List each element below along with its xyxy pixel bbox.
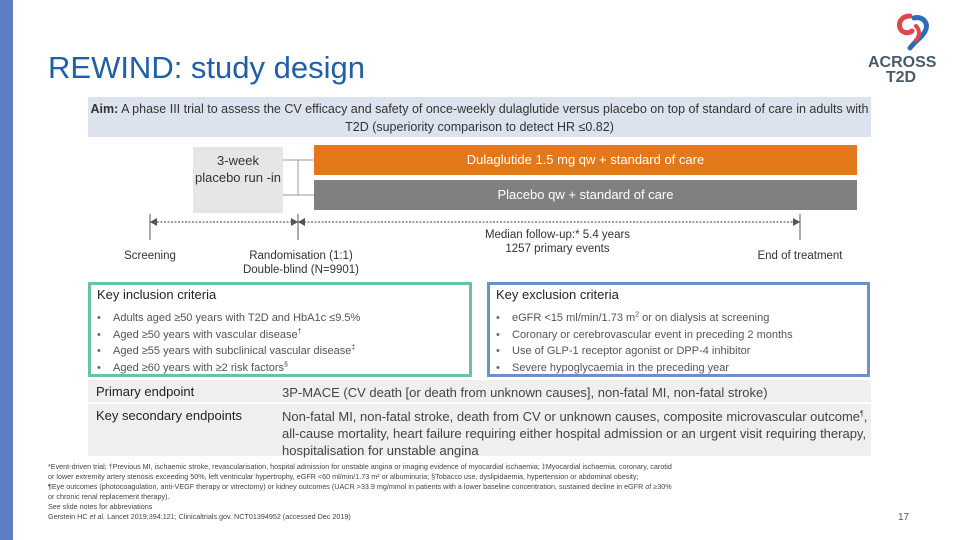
arrow-screening-right [150, 218, 157, 226]
secondary-endpoints-label: Key secondary endpoints [96, 408, 242, 423]
list-item: • Aged ≥55 years with subclinical vascular disease‡ [97, 343, 469, 360]
logo-mark-icon [896, 12, 932, 52]
end-of-treatment-label: End of treatment [757, 250, 843, 262]
primary-endpoint-label: Primary endpoint [96, 384, 195, 399]
screening-label: Screening [124, 250, 176, 262]
list-item: • Aged ≥50 years with vascular disease† [97, 327, 469, 344]
reference: Gerstein HC et al. Lancet 2019;394:121; Clinicaltrials.gov. NCT01394952 (accessed Dec 2019) [48, 512, 351, 521]
inclusion-criteria-panel [88, 282, 472, 377]
primary-endpoint-row [88, 380, 871, 402]
exclusion-criteria-panel [487, 282, 870, 377]
page-number: 17 [898, 512, 910, 523]
followup-label: Median follow-up:* 5.4 years 1257 primary events [484, 229, 631, 255]
secondary-endpoints-row [88, 404, 871, 456]
list-item: • Aged ≥60 years with ≥2 risk factors§ [97, 360, 469, 377]
aim-label: Aim: [90, 102, 119, 116]
footnotes: *Event-driven trial; †Previous MI, ischaemic stroke, revascularisation, hospital admission for unstable angina or imaging evidence of myocardial ischaemia; ‡Myocardial ischaemia, coronary, carotid or lower extremity artery stenosis exceeding 50%, left ventricular hypertrophy, eGFR <60 ml/min/1.73 m² or albuminuria; §Tobacco use, dyslipidaemia, hypertension or abdominal obesity; ¶Eye outcomes (photocoagulation, anti-VEGF therapy or vitrectomy) or kidney outcomes (UACR >33.9 mg/mmol in patients with a lower baseline concentration, sustained decline in eGFR of ≥30% or chronic renal replacement therapy). See slide notes for abbreviations Gerstein HC et al. Lancet 2019;394:121; Clinicaltrials.gov. NCT01394952 (accessed Dec 2019) [48, 462, 818, 522]
arrow-randomisation-right [298, 218, 305, 226]
arrow-randomisation-left [291, 218, 298, 226]
across-t2d-logo [866, 12, 936, 87]
list-item: • Severe hypoglycaemia in the preceding year [496, 360, 867, 377]
side-accent-bar [0, 0, 13, 540]
run-in-box: 3-week placebo run -in [193, 147, 283, 213]
randomisation-bracket [283, 160, 298, 195]
aim-text: A phase III trial to assess the CV efficacy and safety of once-weekly dulaglutide versus placebo on top of standard of care in adults with T2D (superiority comparison to detect HR ≤0.82) [118, 102, 869, 134]
placebo-arm: Placebo qw + standard of care [314, 180, 857, 210]
slide-title: REWIND: study design [48, 50, 365, 85]
exclusion-title: Key exclusion criteria [496, 287, 619, 302]
list-item: • Use of GLP-1 receptor agonist or DPP-4 inhibitor [496, 343, 867, 360]
primary-endpoint-value: 3P-MACE (CV death [or death from unknown causes], non-fatal MI, non-fatal stroke) [282, 385, 768, 400]
aim-box [88, 97, 871, 137]
dulaglutide-arm: Dulaglutide 1.5 mg qw + standard of care [314, 145, 857, 175]
arrow-end-left [793, 218, 800, 226]
inclusion-title: Key inclusion criteria [97, 287, 217, 302]
randomisation-label: Randomisation (1:1) Double-blind (N=9901) [242, 250, 360, 276]
list-item: • Adults aged ≥50 years with T2D and HbA1c ≤9.5% [97, 310, 469, 327]
list-item: • Coronary or cerebrovascular event in preceding 2 months [496, 327, 867, 344]
list-item: • eGFR <15 ml/min/1.73 $m^2$ or on dialysis at screening [496, 310, 867, 327]
logo-text: ACROSS T2D [868, 54, 937, 86]
secondary-endpoints-value: Non-fatal MI, non-fatal stroke, death from CV or unknown causes, composite microvascular outcome¶, all-cause mortality, heart failure requiring either hospital admission or an urgent visit requiring therapy, hospitalisation for unstable angina [282, 409, 868, 458]
